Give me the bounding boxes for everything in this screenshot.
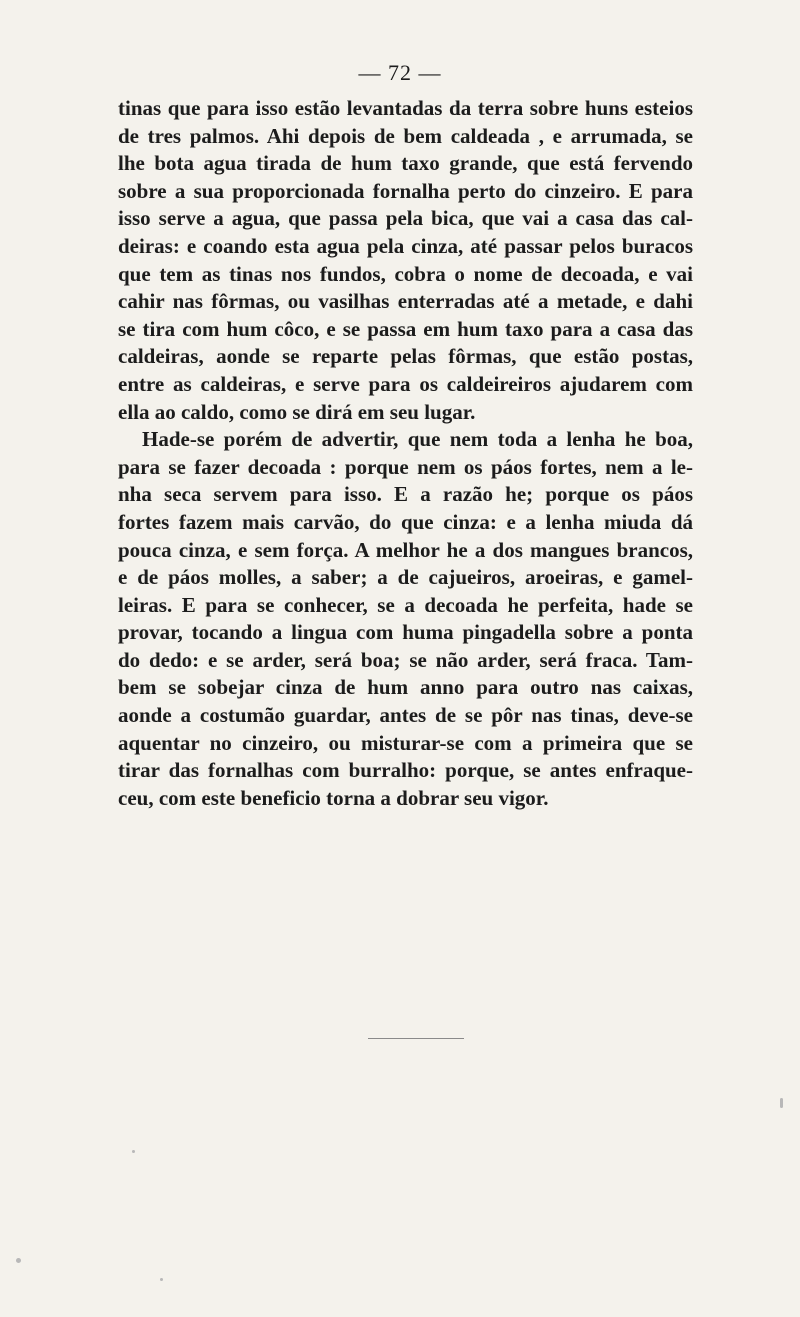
paper-speck bbox=[780, 1098, 783, 1108]
paper-speck bbox=[160, 1278, 163, 1281]
text-line: aonde a costumão guardar, antes de se pôr nas tinas, deve-se bbox=[118, 703, 693, 728]
text-line: deiras: e coando esta agua pela cinza, até passar pelos buracos bbox=[118, 233, 693, 258]
text-line: caldeiras, aonde se reparte pelas fôrmas, que estão postas, bbox=[118, 344, 693, 369]
text-line: entre as caldeiras, e serve para os caldeireiros ajudarem com bbox=[118, 371, 693, 396]
paper-speck bbox=[132, 1150, 135, 1153]
text-line: do dedo: e se arder, será boa; se não arder, será fraca. Tam- bbox=[118, 647, 693, 672]
text-line: isso serve a agua, que passa pela bica, que vai a casa das cal- bbox=[118, 206, 693, 231]
text-line: aquentar no cinzeiro, ou misturar-se com a primeira que se bbox=[118, 730, 693, 755]
text-line: sobre a sua proporcionada fornalha perto do cinzeiro. E para bbox=[118, 178, 693, 203]
text-line: tirar das fornalhas com burralho: porque, se antes enfraque- bbox=[118, 758, 693, 783]
page-number: — 72 — bbox=[358, 60, 442, 85]
end-rule bbox=[368, 1038, 464, 1040]
text-line: fortes fazem mais carvão, do que cinza: e a lenha miuda dá bbox=[118, 509, 693, 534]
text-line: e de páos molles, a saber; a de cajueiros, aroeiras, e gamel- bbox=[118, 565, 693, 590]
text-line: se tira com hum côco, e se passa em hum taxo para a casa das bbox=[118, 316, 693, 341]
text-line: para se fazer decoada : porque nem os páos fortes, nem a le- bbox=[118, 454, 693, 479]
text-line: provar, tocando a lingua com huma pingadella sobre a ponta bbox=[118, 620, 693, 645]
text-line: cahir nas fôrmas, ou vasilhas enterradas até a metade, e dahi bbox=[118, 289, 693, 314]
text-line: lhe bota agua tirada de hum taxo grande, que está fervendo bbox=[118, 151, 693, 176]
text-line: tinas que para isso estão levantadas da terra sobre huns esteios bbox=[118, 96, 693, 120]
body-text bbox=[118, 95, 693, 812]
text-line: bem se sobejar cinza de hum anno para outro nas caixas, bbox=[118, 675, 693, 700]
text-line: leiras. E para se conhecer, se a decoada he perfeita, hade se bbox=[118, 592, 693, 617]
text-line: de tres palmos. Ahi depois de bem caldeada , e arrumada, se bbox=[118, 123, 693, 148]
text-line: ceu, com este beneficio torna a dobrar seu vigor. bbox=[118, 785, 549, 810]
text-line: pouca cinza, e sem força. A melhor he a dos mangues brancos, bbox=[118, 537, 693, 562]
paper-speck bbox=[16, 1258, 21, 1263]
text-line: nha seca servem para isso. E a razão he; porque os páos bbox=[118, 482, 693, 507]
text-line: ella ao caldo, como se dirá em seu lugar. bbox=[118, 399, 476, 424]
text-line: Hade-se porém de advertir, que nem toda a lenha he boa, bbox=[142, 427, 693, 452]
text-line: que tem as tinas nos fundos, cobra o nome de decoada, e vai bbox=[118, 261, 693, 286]
